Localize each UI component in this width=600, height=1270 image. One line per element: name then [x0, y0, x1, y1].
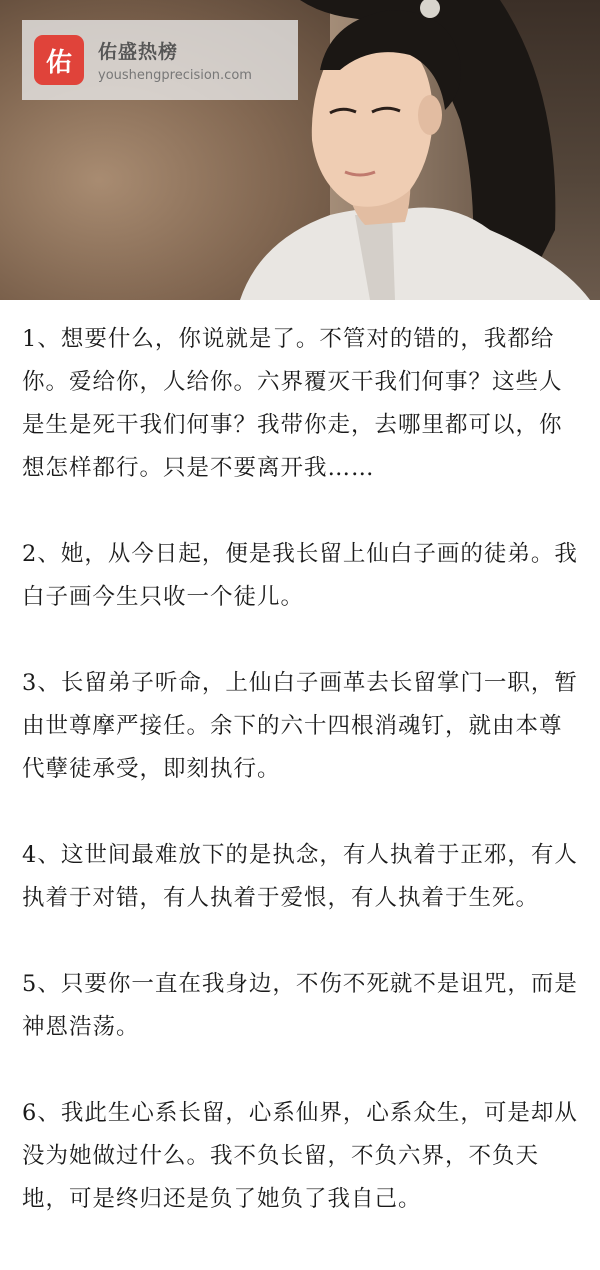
brand-name: 佑盛热榜 — [98, 41, 179, 63]
hero-photo — [0, 0, 600, 300]
quote-item: 3、长留弟子听命，上仙白子画革去长留掌门一职，暂由世尊摩严接任。余下的六十四根消魂钉，就由本尊代孽徒承受，即刻执行。 — [22, 670, 578, 782]
quote-item: 4、这世间最难放下的是执念，有人执着于正邪，有人执着于对错，有人执着于爱恨，有人执着于生死。 — [22, 842, 578, 911]
brand-url: youshengprecision.com — [98, 68, 252, 83]
brand-logo-icon: 佑 — [34, 35, 84, 85]
quote-item: 1、想要什么，你说就是了。不管对的错的，我都给你。爱给你，人给你。六界覆灭干我们何事？这些人是生是死干我们何事？我带你走，去哪里都可以，你想怎样都行。只是不要离开我…… — [22, 326, 563, 481]
quote-item: 5、只要你一直在我身边，不伤不死就不是诅咒，而是神恩浩荡。 — [22, 971, 578, 1040]
watermark-badge — [22, 20, 298, 100]
quote-list — [0, 300, 600, 1221]
quote-item: 6、我此生心系长留，心系仙界，心系众生，可是却从没为她做过什么。我不负长留，不负六界，不负天地，可是终归还是负了她负了我自己。 — [22, 1100, 578, 1212]
quote-item: 2、她，从今日起，便是我长留上仙白子画的徒弟。我白子画今生只收一个徒儿。 — [22, 541, 578, 610]
